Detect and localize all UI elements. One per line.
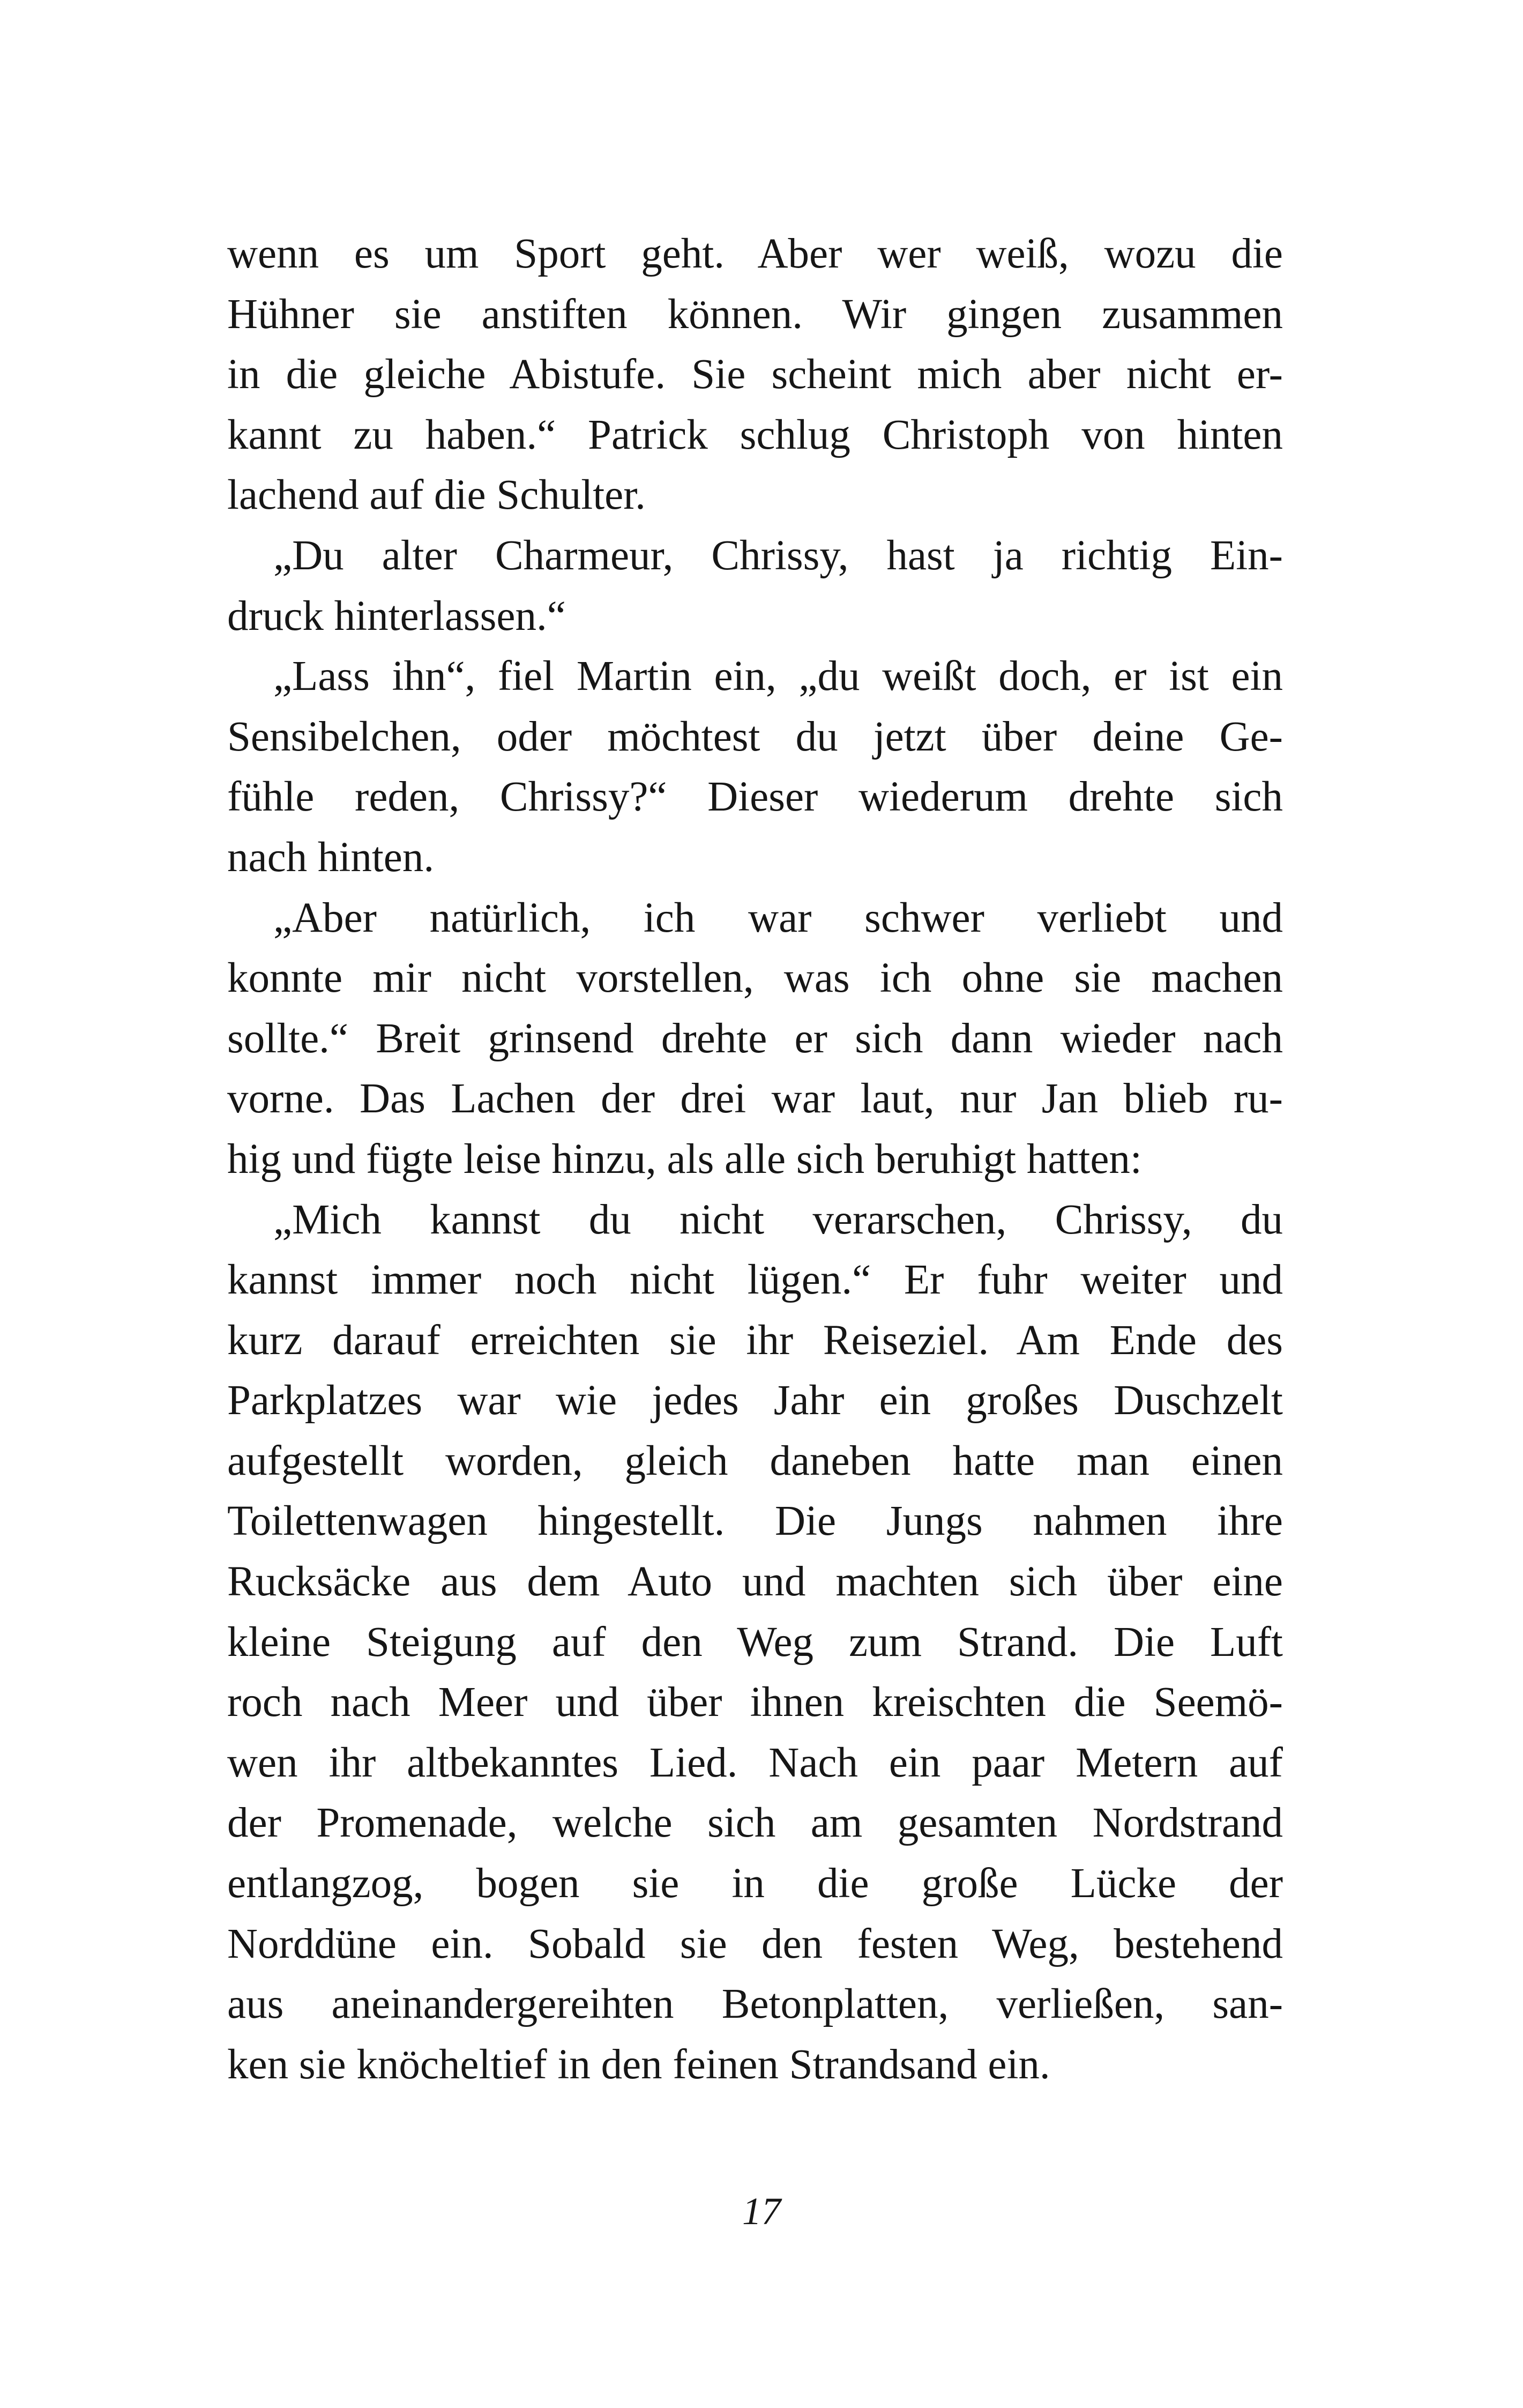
text-line: „Aber natürlich, ich war schwer verliebt und xyxy=(273,894,1283,941)
text-line: kleine Steigung auf den Weg zum Strand. Die Luft xyxy=(227,1618,1283,1666)
text-line: in die gleiche Abistufe. Sie scheint mich aber nicht er- xyxy=(227,351,1283,398)
text-line: „Du alter Charmeur, Chrissy, hast ja richtig Ein- xyxy=(273,532,1283,579)
text-line: Parkplatzes war wie jedes Jahr ein großes Duschzelt xyxy=(227,1377,1283,1424)
text-line: „Lass ihn“, fiel Martin ein, „du weißt doch, er ist ein xyxy=(273,653,1283,700)
text-line: lachend auf die Schulter. xyxy=(227,472,646,519)
text-line: roch nach Meer und über ihnen kreischten die Seemö- xyxy=(227,1679,1283,1726)
text-line: wenn es um Sport geht. Aber wer weiß, wozu die xyxy=(227,231,1283,277)
text-line: entlangzog, bogen sie in die große Lücke der xyxy=(227,1860,1283,1907)
text-line: Sensibelchen, oder möchtest du jetzt über deine Ge- xyxy=(227,713,1283,760)
text-line: sollte.“ Breit grinsend drehte er sich dann wieder nach xyxy=(227,1015,1283,1062)
text-line: wen ihr altbekanntes Lied. Nach ein paar Metern auf xyxy=(227,1739,1283,1786)
text-line: Hühner sie anstiften können. Wir gingen zusammen xyxy=(227,291,1283,338)
text-line: kannst immer noch nicht lügen.“ Er fuhr weiter und xyxy=(227,1257,1283,1304)
text-line: Toilettenwagen hingestellt. Die Jungs nahmen ihre xyxy=(227,1498,1283,1545)
text-line: kannt zu haben.“ Patrick schlug Christoph von hinten xyxy=(227,411,1283,458)
text-line: kurz darauf erreichten sie ihr Reiseziel. Am Ende des xyxy=(227,1317,1283,1364)
page-number: 17 xyxy=(742,2190,781,2233)
body-text xyxy=(227,224,1283,2095)
text-line: hig und fügte leise hinzu, als alle sich beruhigt hatten: xyxy=(227,1135,1142,1183)
text-line: „Mich kannst du nicht verarschen, Chrissy, du xyxy=(273,1196,1283,1243)
text-line: aufgestellt worden, gleich daneben hatte man einen xyxy=(227,1437,1283,1484)
text-line: druck hinterlassen.“ xyxy=(227,592,566,640)
text-line: nach hinten. xyxy=(227,834,435,881)
text-line: Rucksäcke aus dem Auto und machten sich über eine xyxy=(227,1558,1283,1606)
text-line: aus aneinandergereihten Betonplatten, verließen, san- xyxy=(227,1981,1283,2028)
text-line: Norddüne ein. Sobald sie den festen Weg, bestehend xyxy=(227,1920,1283,1967)
text-line: der Promenade, welche sich am gesamten Nordstrand xyxy=(227,1800,1283,1847)
text-line: konnte mir nicht vorstellen, was ich ohne sie machen xyxy=(227,955,1283,1002)
text-line: fühle reden, Chrissy?“ Dieser wiederum drehte sich xyxy=(227,774,1283,821)
text-line: vorne. Das Lachen der drei war laut, nur Jan blieb ru- xyxy=(227,1075,1283,1123)
text-line: ken sie knöcheltief in den feinen Strandsand ein. xyxy=(227,2041,1050,2088)
